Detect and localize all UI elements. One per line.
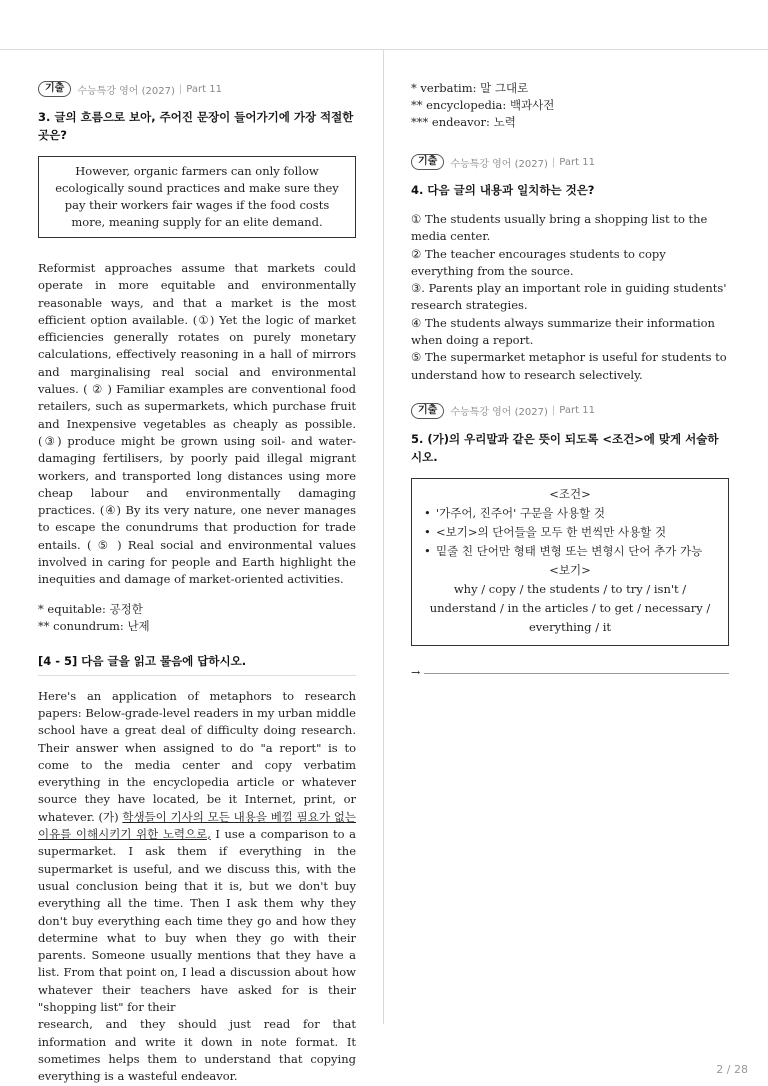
note-encyclopedia: ** encyclopedia: 백과사전 (411, 98, 555, 112)
condition-title: <조건> (549, 486, 591, 501)
q4-option-1: ① The students usually bring a shopping list to the media center. (411, 212, 708, 244)
q5-part: Part 11 (559, 405, 595, 417)
bullet-icon: • (424, 505, 431, 520)
bogi-words: why / copy / the students / to try / isn't / understand / in the articles / to get / necessary / everything / it (429, 581, 711, 634)
q5-tagline (411, 402, 729, 420)
column-divider (383, 49, 384, 1024)
section-4-5-heading: [4 - 5] 다음 글을 읽고 물음에 답하시오. (38, 653, 356, 676)
condition-item (422, 504, 718, 523)
q4-title: 4. 다음 글의 내용과 일치하는 것은? (411, 183, 595, 197)
passage-4-5-part3: research, and they should just read for that information and write it down in note format. It sometimes helps them to understand that copying everything is a wasteful endeavor. (38, 1017, 356, 1084)
q5-title: 5. (가)의 우리말과 같은 뜻이 되도록 <조건>에 맞게 서술하시오. (411, 431, 719, 464)
page-number: 2 / 28 (716, 1063, 748, 1076)
right-column (411, 80, 729, 679)
passage-4-5-part2: I use a comparison to a supermarket. I ask them if everything in the supermarket is useful, and we discuss this, with the usual conclusion being that it is, but we don't buy everything all the time. Then I ask them why they don't buy everything each time they go and how they determine what to buy when they go with their parents. Someone usually mentions that they have a list. From that point on, I lead a discussion about how whatever their teachers have asked for is their "shopping list" for their (38, 827, 356, 1014)
note-verbatim: * verbatim: 말 그대로 (411, 81, 529, 95)
q4-option-5: ⑤ The supermarket metaphor is useful for students to understand how to research selectively. (411, 350, 727, 382)
q3-passage: Reformist approaches assume that markets could operate in more equitable and environmentally reasonable ways, and that a market is the most efficient option available. (①) Yet the logic of market efficiencies generally rotates on purely monetary calculations, effectively reasoning in a hall of mirrors and marginalising real social and environmental values. ( ② ) Familiar examples are conventional food retailers, such as supermarkets, which purchase fruit and Inexpensive vegetables as cheaply as possible. (③) produce might be grown using soil- and water-damaging fertilisers, by poorly paid illegal migrant workers, and transported long distances using more cheap labour and environmentally damaging practices. (④) By its very nature, one never manages to escape the conundrums that production for trade entails. ( ⑤ ) Real social and environmental values involved in caring for people and Earth highlight the inequities and damage of market-oriented activities. (38, 261, 356, 587)
answer-underline (424, 673, 729, 674)
q4-option-2: ② The teacher encourages students to copy everything from the source. (411, 246, 666, 278)
passage-4-5-underlined: 학생들이 기사의 모든 내용을 베낄 필요가 없는 이유를 이해시키기 위한 노력으로, (38, 809, 356, 842)
condition-text-1: '가주어, 진주어' 구문을 사용할 것 (436, 505, 606, 520)
condition-text-2: <보기>의 단어들을 모두 한 번씩만 사용할 것 (436, 524, 667, 539)
q3-tagline (38, 80, 356, 98)
passage-4-5 (38, 688, 356, 1086)
left-column (38, 80, 356, 1085)
q4-option-3: ③. Parents play an important role in guiding students' research strategies. (411, 281, 727, 313)
q4-part: Part 11 (559, 156, 595, 168)
q5-source: 수능특강 영어 (2027) (450, 407, 548, 419)
q4-tagline (411, 153, 729, 171)
condition-item (422, 542, 718, 561)
q3-given-sentence: However, organic farmers can only follow ecologically sound practices and make sure they pay their workers fair wages if the food costs more, meaning supply for an elite demand. (38, 156, 356, 238)
q3-source: 수능특강 영어 (2027) (77, 85, 175, 97)
q5-answer-line[interactable] (411, 666, 729, 679)
bogi-title: <보기> (549, 562, 591, 577)
q4-tag: 기출 (411, 154, 444, 170)
q4-source: 수능특강 영어 (2027) (450, 158, 548, 170)
bullet-icon: • (424, 543, 431, 558)
note-endeavor: *** endeavor: 노력 (411, 115, 516, 129)
q5-condition-box (411, 478, 729, 646)
q3-title: 3. 글의 흐름으로 보아, 주어진 문장이 들어가기에 가장 적절한 곳은? (38, 110, 354, 142)
passage-4-5-notes (411, 80, 729, 131)
q3-tag: 기출 (38, 81, 71, 97)
answer-arrow-icon: → (411, 665, 421, 679)
q4-separator: | (551, 156, 556, 168)
condition-text-3: 밑줄 친 단어만 형태 변형 또는 변형시 단어 추가 가능 (436, 543, 703, 558)
bullet-icon: • (424, 524, 431, 539)
q3-notes (38, 601, 356, 635)
q4-options (411, 211, 729, 384)
condition-item (422, 523, 718, 542)
q4-option-4: ④ The students always summarize their information when doing a report. (411, 315, 715, 348)
q3-note-2: ** conundrum: 난제 (38, 618, 150, 633)
q3-note-1: * equitable: 공정한 (38, 601, 143, 616)
header-rule (0, 49, 768, 50)
q5-separator: | (551, 405, 556, 417)
q3-part: Part 11 (186, 83, 222, 95)
q3-separator: | (178, 83, 183, 95)
q5-tag: 기출 (411, 403, 444, 419)
passage-4-5-part1: Here's an application of metaphors to research papers: Below-grade-level readers in my urban middle school have a great deal of difficulty doing research. Their answer when assigned to do "a report" is to come to the media center and copy verbatim everything in the encyclopedia article or whatever source they have located, be it Internet, print, or whatever. (가) (38, 688, 356, 824)
